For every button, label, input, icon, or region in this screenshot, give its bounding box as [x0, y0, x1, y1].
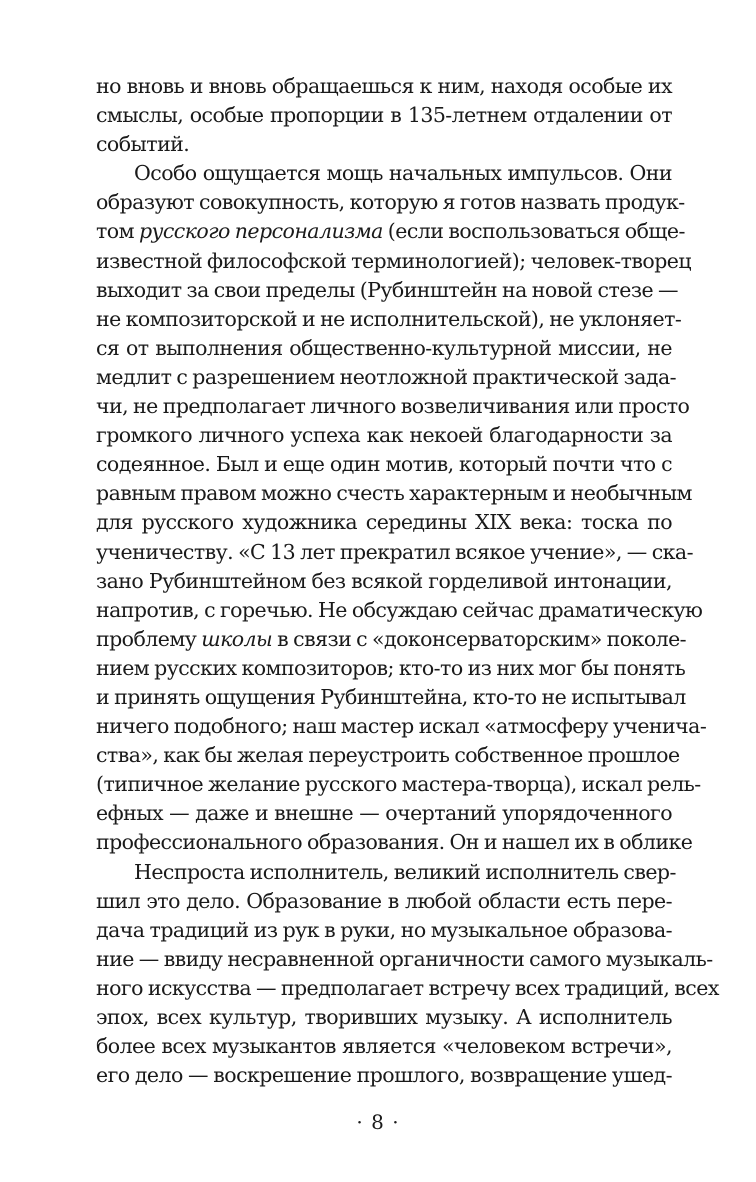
text-line: ефных — даже и внешне — очертаний упорядоченного [96, 801, 672, 826]
text-line: ние — ввиду несравненной органичности самого музыкаль- [96, 946, 713, 971]
text-line: нием русских композиторов; кто-то из них мог бы понять [96, 655, 686, 680]
text-line: Особо ощущается мощь начальных импульсов. Они [134, 161, 672, 186]
text-line: не композиторской и не исполнительской), не уклоняет- [96, 306, 682, 331]
text-line: содеянное. Был и еще один мотив, который почти что с [96, 452, 672, 477]
body-text [96, 72, 719, 1090]
text-line: но вновь и вновь обращаешься к ним, находя особые их [96, 74, 672, 98]
text-line: выходит за свои пределы (Рубинштейн на новой стезе — [96, 277, 678, 302]
text-line: медлит с разрешением неотложной практической зада- [96, 364, 677, 389]
text-line: ничего подобного; наш мастер искал «атмосферу ученича- [96, 714, 707, 739]
text-line: чи, не предполагает личного возвеличивания или просто [96, 394, 690, 419]
text-line: и принять ощущения Рубинштейна, кто-то не испытывал [96, 684, 686, 709]
text-line: известной философской терминологией); человек-творец [96, 248, 692, 273]
text-line: шил это дело. Образование в любой области есть пере- [96, 888, 672, 913]
text-line: профессионального образования. Он и нашел их в облике [96, 830, 693, 855]
text-line: ного искусства — предполагает встречу всех традиций, всех [96, 975, 719, 1000]
text-line: ученичеству. «С 13 лет прекратил всякое учение», — ска- [96, 539, 693, 564]
text-line: образуют совокупность, которую я готов назвать продук- [96, 190, 685, 215]
text-line: равным правом можно счесть характерным и необычным [96, 481, 692, 506]
text-line: Неспроста исполнитель, великий исполнитель свер- [134, 859, 676, 884]
text-line: громкого личного успеха как некоей благодарности за [96, 423, 672, 448]
page-number: · 8 · [356, 1110, 400, 1134]
text-line: проблему школы в связи с «доконсерваторским» поколе- [96, 626, 687, 651]
text-line: ся от выполнения общественно-культурной миссии, не [96, 335, 672, 360]
text-line: эпох, всех культур, творивших музыку. А исполнитель [96, 1005, 672, 1029]
text-line: дача традиций из рук в руки, но музыкальное образова- [96, 917, 672, 942]
text-line: ства», как бы желая переустроить собственное прошлое [96, 743, 680, 768]
text-line: том русского персонализма (если воспользоваться обще- [96, 219, 685, 244]
text-line: (типичное желание русского мастера-творца), искал рель- [96, 772, 701, 797]
text-line: событий. [96, 132, 190, 157]
text-line: его дело — воскрешение прошлого, возвращение ушед- [96, 1063, 672, 1088]
text-line: для русского художника середины XIX века: тоска по [96, 510, 672, 535]
text-line: более всех музыкантов является «человеком встречи», [96, 1034, 672, 1059]
text-line: напротив, с горечью. Не обсуждаю сейчас драматическую [96, 597, 703, 622]
text-line: зано Рубинштейном без всякой горделивой интонации, [96, 568, 672, 593]
text-line: смыслы, особые пропорции в 135-летнем отдалении от [96, 103, 672, 128]
